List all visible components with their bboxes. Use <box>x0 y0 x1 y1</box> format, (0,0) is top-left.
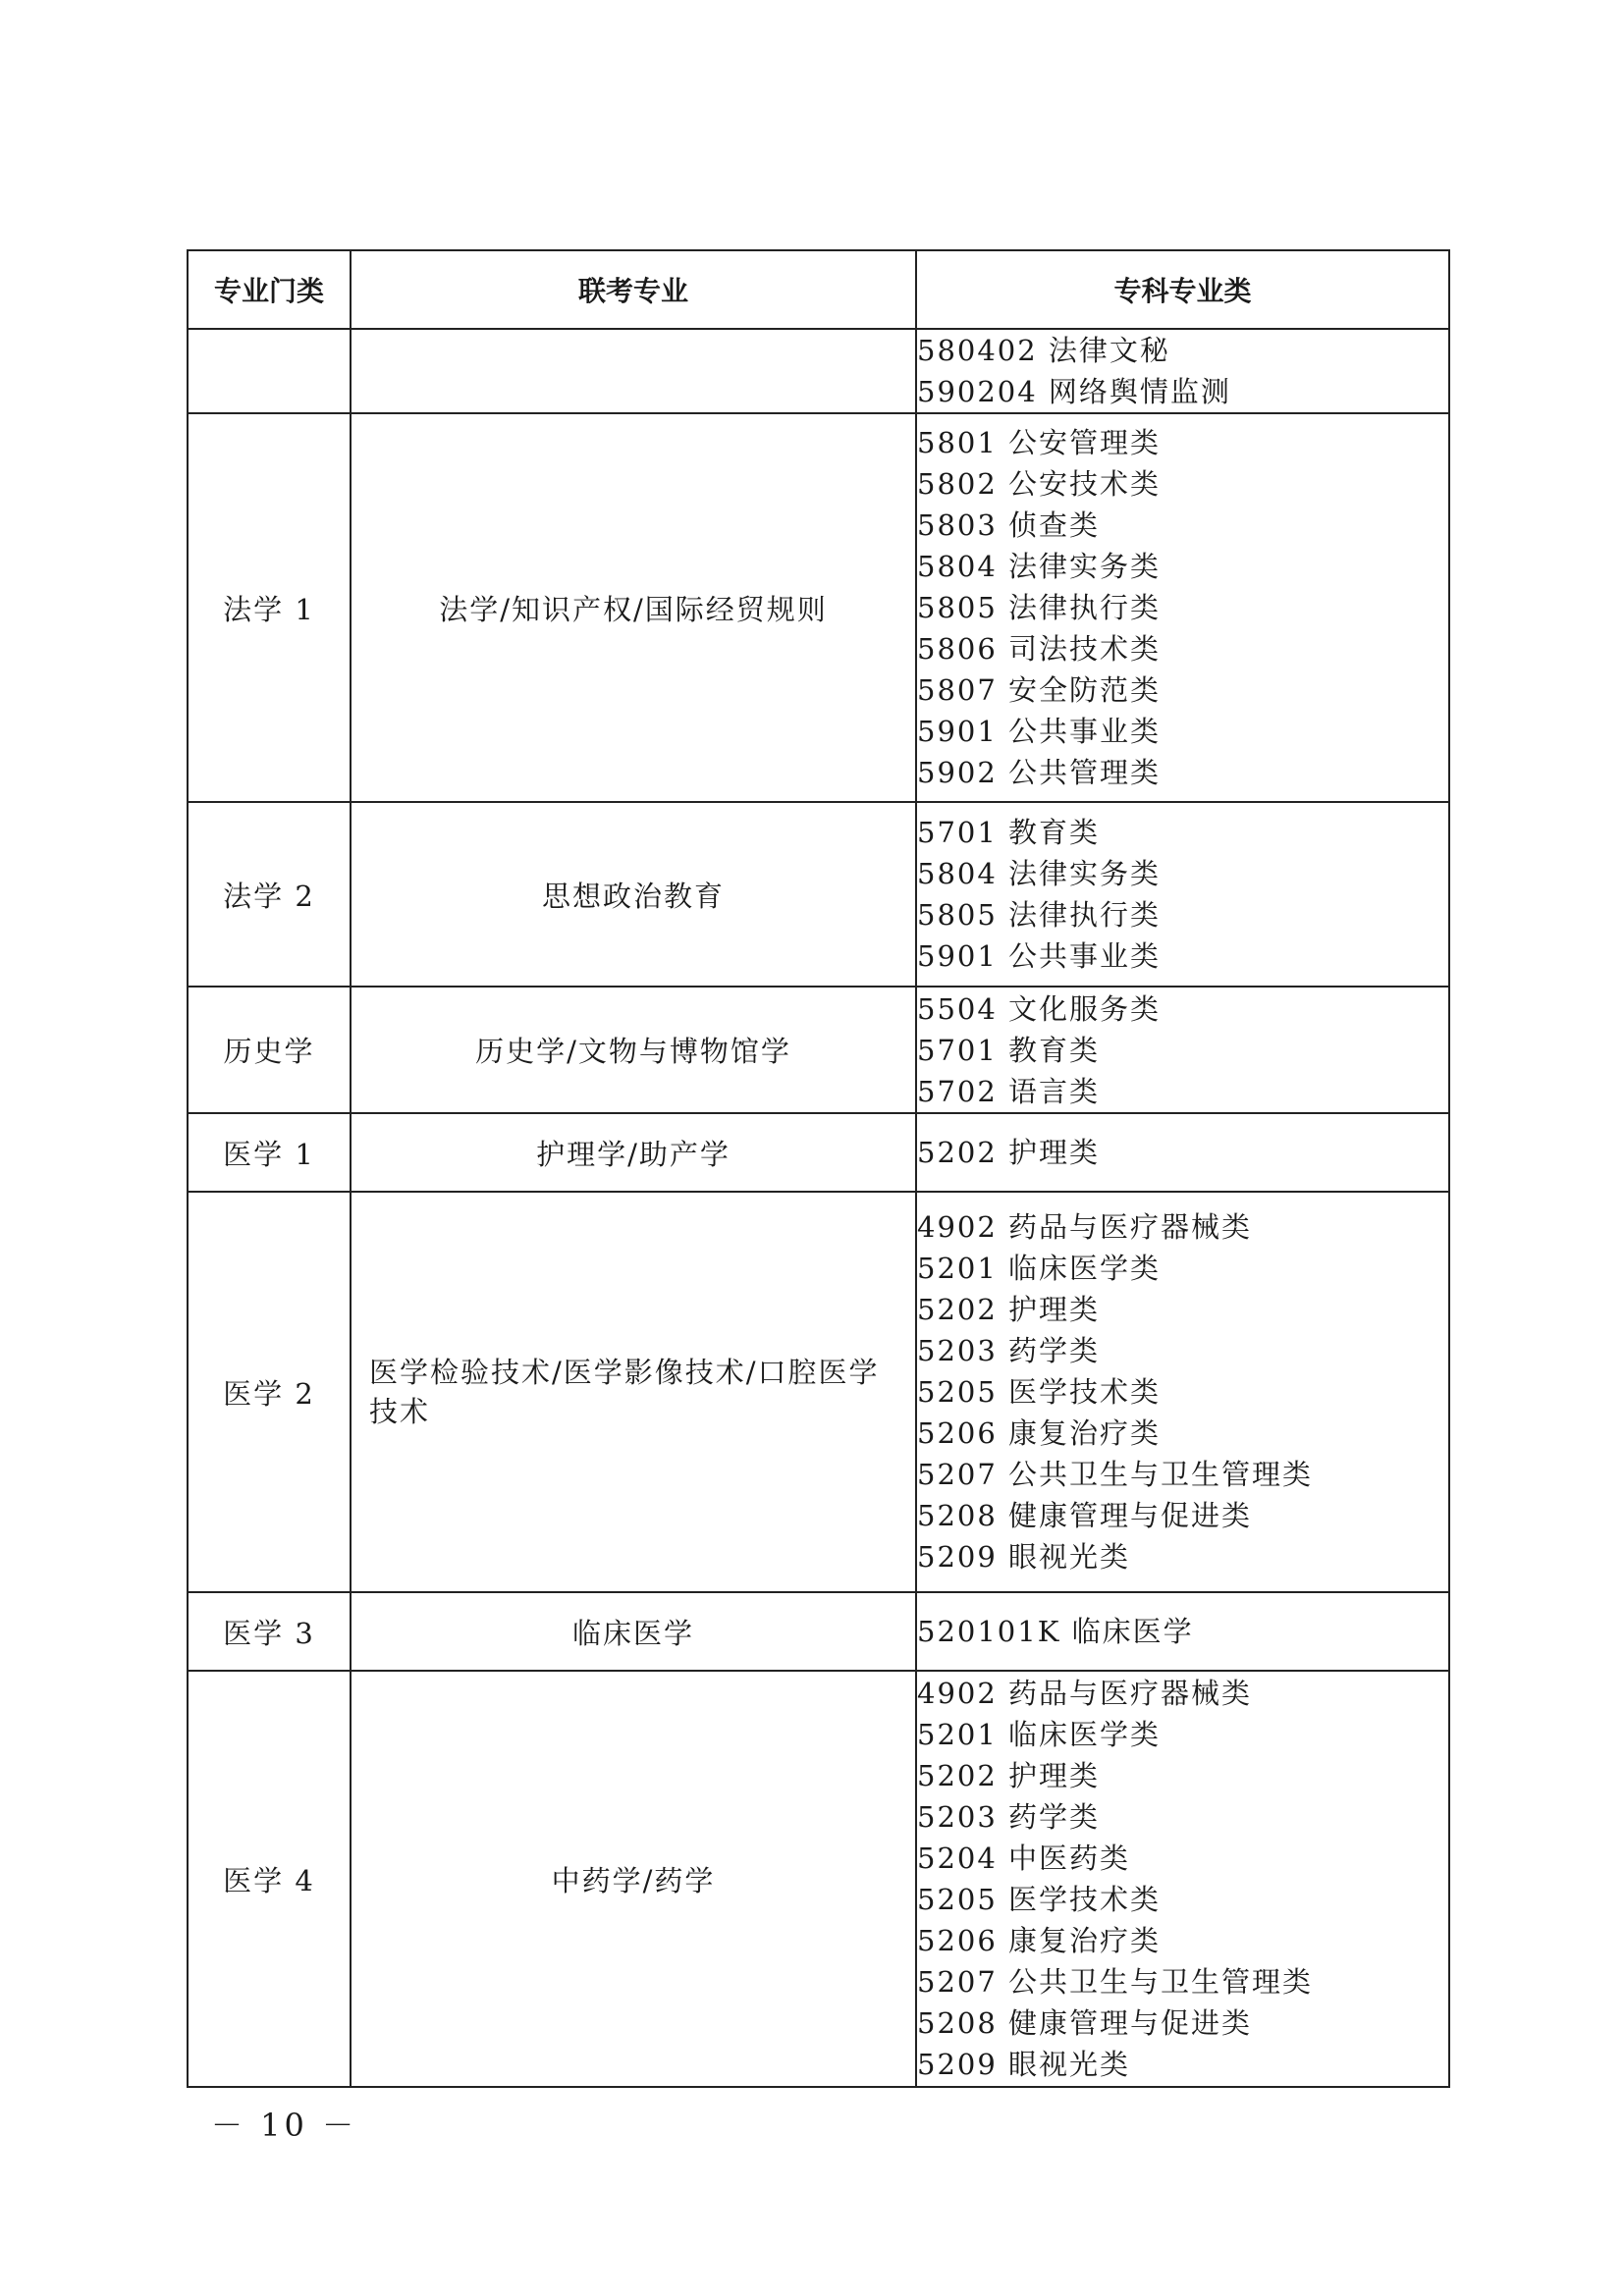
header-exam-major: 联考专业 <box>351 250 916 329</box>
majors-cell <box>916 987 1449 1113</box>
major-item: 4902 药品与医疗器械类 <box>917 1210 1253 1244</box>
category-cell: 医学 2 <box>188 1192 351 1592</box>
category-cell: 历史学 <box>188 987 351 1113</box>
major-item: 5701 教育类 <box>917 816 1101 849</box>
majors-cell <box>916 1592 1449 1671</box>
majors-cell <box>916 1192 1449 1592</box>
major-item: 5901 公共事业类 <box>917 939 1162 973</box>
majors-cell <box>916 413 1449 802</box>
table-row <box>188 329 1449 413</box>
major-item: 5202 护理类 <box>917 1759 1101 1792</box>
category-cell <box>188 329 351 413</box>
page-number: － 10 － <box>211 2107 358 2144</box>
header-category: 专业门类 <box>188 250 351 329</box>
major-item: 5205 医学技术类 <box>917 1375 1162 1409</box>
major-item: 5902 公共管理类 <box>917 756 1162 789</box>
major-item: 5207 公共卫生与卫生管理类 <box>917 1965 1314 1999</box>
major-item: 590204 网络舆情监测 <box>917 375 1231 408</box>
major-item: 5206 康复治疗类 <box>917 1924 1162 1957</box>
major-item: 5209 眼视光类 <box>917 1540 1131 1574</box>
major-item: 5209 眼视光类 <box>917 2048 1131 2081</box>
table-row <box>188 987 1449 1113</box>
majors-cell <box>916 1113 1449 1192</box>
table-header-row <box>188 250 1449 329</box>
category-cell: 医学 4 <box>188 1671 351 2087</box>
header-vocational-majors: 专科专业类 <box>916 250 1449 329</box>
major-item: 5201 临床医学类 <box>917 1718 1162 1751</box>
major-item: 5805 法律执行类 <box>917 898 1162 932</box>
exam-major-cell: 思想政治教育 <box>351 802 916 987</box>
table-row <box>188 413 1449 802</box>
exam-major-cell: 中药学/药学 <box>351 1671 916 2087</box>
major-mapping-table <box>187 249 1450 2088</box>
table-row <box>188 1113 1449 1192</box>
major-item: 5208 健康管理与促进类 <box>917 2006 1253 2040</box>
category-cell: 法学 1 <box>188 413 351 802</box>
major-item: 5205 医学技术类 <box>917 1883 1162 1916</box>
category-cell: 医学 3 <box>188 1592 351 1671</box>
major-item: 5803 侦查类 <box>917 508 1101 542</box>
major-item: 5208 健康管理与促进类 <box>917 1499 1253 1532</box>
table-row <box>188 1671 1449 2087</box>
table-row <box>188 1192 1449 1592</box>
major-item: 520101K 临床医学 <box>917 1615 1194 1648</box>
major-item: 5203 药学类 <box>917 1800 1101 1834</box>
majors-cell <box>916 329 1449 413</box>
exam-major-cell: 临床医学 <box>351 1592 916 1671</box>
exam-major-cell: 医学检验技术/医学影像技术/口腔医学技术 <box>351 1192 916 1592</box>
major-item: 5805 法律执行类 <box>917 591 1162 624</box>
major-item: 5207 公共卫生与卫生管理类 <box>917 1458 1314 1491</box>
major-item: 4902 药品与医疗器械类 <box>917 1677 1253 1710</box>
major-item: 5702 语言类 <box>917 1074 1101 1108</box>
table-row <box>188 802 1449 987</box>
major-item: 5203 药学类 <box>917 1334 1101 1367</box>
major-item: 5901 公共事业类 <box>917 715 1162 748</box>
major-item: 5201 临床医学类 <box>917 1252 1162 1285</box>
exam-major-cell <box>351 329 916 413</box>
major-item: 5701 教育类 <box>917 1033 1101 1067</box>
major-item: 580402 法律文秘 <box>917 334 1170 367</box>
majors-cell <box>916 802 1449 987</box>
major-item: 5804 法律实务类 <box>917 550 1162 583</box>
category-cell: 法学 2 <box>188 802 351 987</box>
major-item: 5204 中医药类 <box>917 1842 1131 1875</box>
major-item: 5206 康复治疗类 <box>917 1416 1162 1450</box>
exam-major-cell: 历史学/文物与博物馆学 <box>351 987 916 1113</box>
major-item: 5807 安全防范类 <box>917 673 1162 707</box>
exam-major-cell: 护理学/助产学 <box>351 1113 916 1192</box>
major-item: 5202 护理类 <box>917 1136 1101 1169</box>
exam-major-cell: 法学/知识产权/国际经贸规则 <box>351 413 916 802</box>
major-item: 5804 法律实务类 <box>917 857 1162 890</box>
major-item: 5202 护理类 <box>917 1293 1101 1326</box>
table-row <box>188 1592 1449 1671</box>
major-item: 5801 公安管理类 <box>917 426 1162 459</box>
major-item: 5504 文化服务类 <box>917 991 1162 1026</box>
category-cell: 医学 1 <box>188 1113 351 1192</box>
majors-cell <box>916 1671 1449 2087</box>
major-item: 5806 司法技术类 <box>917 632 1162 666</box>
major-item: 5802 公安技术类 <box>917 467 1162 501</box>
